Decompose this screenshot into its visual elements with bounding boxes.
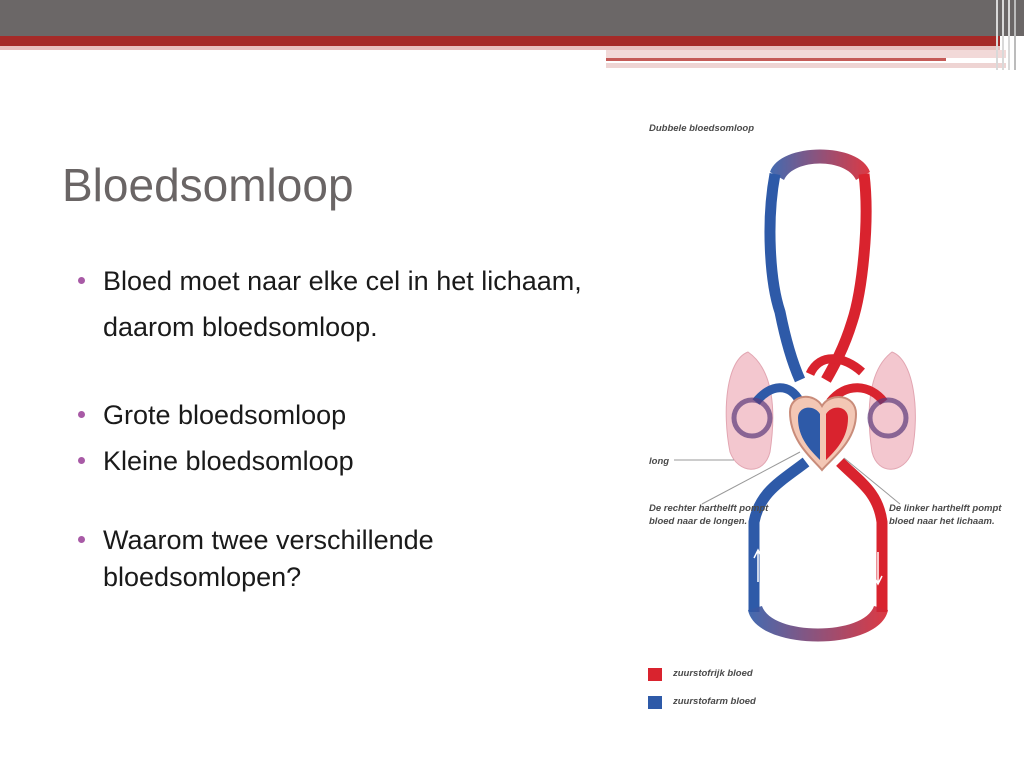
bullet-item: Grote bloedsomloop: [78, 392, 598, 438]
right-lung: [869, 352, 915, 469]
bullet-item: Kleine bloedsomloop: [78, 438, 598, 484]
label-right-heart: De rechter harthelft pompt bloed naar de longen.: [649, 503, 769, 527]
pulmonary-artery: [756, 388, 800, 402]
bullet-item: Bloed moet naar elke cel in het lichaam, daarom bloedsomloop.: [78, 258, 598, 350]
circulation-diagram: [630, 112, 1010, 722]
legend-label: zuurstofarm bloed: [673, 696, 756, 707]
bullet-list: [78, 258, 598, 596]
circulation-illustration: [630, 112, 1010, 722]
upper-vein: [770, 174, 800, 380]
header-stripe: [606, 50, 1006, 58]
upper-capillaries: [770, 150, 870, 181]
header-vertical-lines: [994, 0, 1024, 70]
diagram-title: Dubbele bloedsomloop: [649, 123, 755, 134]
lower-capillaries: [748, 606, 888, 642]
header-stripe: [606, 58, 946, 61]
lower-vein: [754, 462, 806, 612]
header-stripe: [606, 63, 1006, 68]
header-dark-bar: [0, 0, 1024, 36]
legend-swatch: [648, 668, 662, 681]
header-red-bar: [0, 36, 1000, 46]
bullet-item: Waarom twee verschillende bloedsomlopen?: [78, 522, 598, 596]
legend-swatch: [648, 696, 662, 709]
upper-artery: [826, 174, 866, 380]
heart: [790, 397, 856, 470]
legend-label: zuurstofrijk bloed: [673, 668, 753, 679]
slide-title: Bloedsomloop: [62, 159, 354, 211]
label-left-heart: De linker harthelft pompt bloed naar het lichaam.: [889, 503, 1002, 527]
label-long: long: [649, 456, 670, 467]
